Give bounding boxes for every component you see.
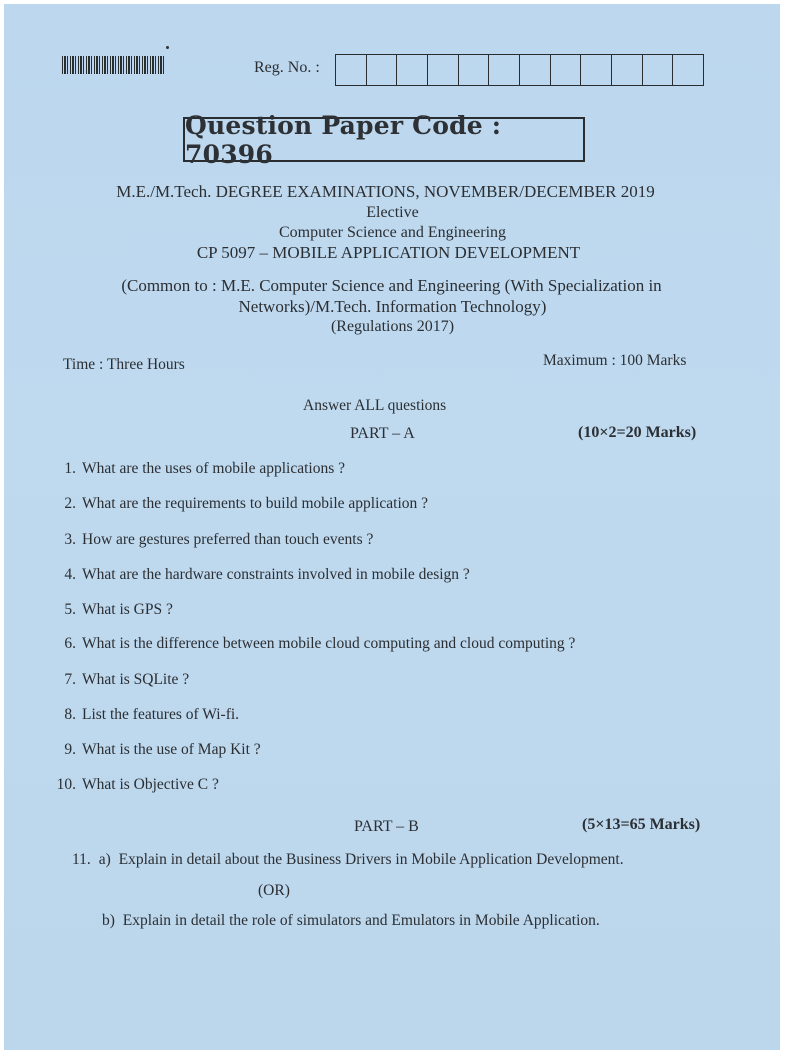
question-text: What is the use of Map Kit ? — [82, 741, 261, 758]
part-a-marks: (10×2=20 Marks) — [578, 424, 697, 441]
part-b-marks: (5×13=65 Marks) — [582, 816, 701, 833]
question-text: Explain in detail about the Business Drivers in Mobile Application Development. — [118, 851, 624, 868]
common-to-line-1: (Common to : M.E. Computer Science and Engineering (With Specialization in — [121, 276, 662, 295]
question-1 — [54, 460, 345, 478]
question-text: What are the uses of mobile applications ? — [82, 460, 345, 477]
reg-no-cell[interactable] — [336, 55, 367, 85]
question-number: 2. — [64, 495, 76, 512]
reg-no-cell[interactable] — [520, 55, 551, 85]
question-number: 10. — [56, 776, 76, 793]
question-10 — [48, 776, 219, 794]
reg-no-cell[interactable] — [673, 55, 703, 85]
reg-no-cell[interactable] — [397, 55, 428, 85]
question-4 — [54, 566, 470, 584]
option-label-b: b) — [102, 912, 115, 929]
exam-category: Elective — [366, 204, 419, 221]
question-text: What is the difference between mobile cloud computing and cloud computing ? — [82, 635, 576, 652]
question-7 — [54, 671, 189, 689]
question-number: 3. — [64, 531, 76, 548]
question-2 — [54, 495, 428, 513]
question-text: Explain in detail the role of simulators and Emulators in Mobile Application. — [122, 912, 600, 929]
question-9 — [54, 741, 261, 759]
question-number: 1. — [64, 460, 76, 477]
reg-no-cell[interactable] — [428, 55, 459, 85]
question-text: How are gestures preferred than touch events ? — [82, 531, 374, 548]
question-5 — [54, 601, 173, 619]
reg-no-cell[interactable] — [581, 55, 612, 85]
reg-no-cell[interactable] — [367, 55, 398, 85]
regulations: (Regulations 2017) — [330, 318, 455, 335]
part-b-title: PART – B — [354, 818, 419, 835]
exam-department: Computer Science and Engineering — [278, 224, 507, 241]
barcode-icon — [62, 56, 164, 74]
question-number: 7. — [64, 671, 76, 688]
common-to-line-2: Networks)/M.Tech. Information Technology) — [238, 297, 547, 316]
question-number: 5. — [64, 601, 76, 618]
reg-no-cell[interactable] — [459, 55, 490, 85]
question-paper-code — [183, 110, 585, 169]
speck-mark — [166, 46, 169, 49]
question-text: What is GPS ? — [82, 601, 173, 618]
question-number: 11. — [72, 851, 91, 868]
question-11b — [102, 912, 600, 930]
question-3 — [54, 531, 373, 549]
reg-no-label: Reg. No. : — [254, 59, 320, 76]
reg-no-cell[interactable] — [489, 55, 520, 85]
question-number: 9. — [64, 741, 76, 758]
question-number: 6. — [64, 635, 76, 652]
option-label-a: a) — [98, 851, 111, 868]
exam-duration: Time : Three Hours — [63, 356, 185, 373]
reg-no-boxes[interactable] — [335, 54, 704, 86]
question-11a — [72, 851, 624, 869]
question-number: 4. — [64, 566, 76, 583]
question-text: List the features of Wi-fi. — [82, 706, 240, 723]
exam-subject: CP 5097 – MOBILE APPLICATION DEVELOPMENT — [196, 243, 581, 262]
question-text: What is SQLite ? — [82, 671, 190, 688]
question-number: 8. — [64, 706, 76, 723]
maximum-marks: Maximum : 100 Marks — [543, 352, 687, 369]
question-text: What is Objective C ? — [82, 776, 219, 793]
question-text: What are the requirements to build mobile application ? — [82, 495, 429, 512]
reg-no-cell[interactable] — [612, 55, 643, 85]
instruction: Answer ALL questions — [303, 397, 447, 414]
exam-title: M.E./M.Tech. DEGREE EXAMINATIONS, NOVEMBER/DECEMBER 2019 — [116, 182, 655, 201]
part-a-title: PART – A — [350, 425, 415, 442]
reg-no-cell[interactable] — [643, 55, 674, 85]
question-text: What are the hardware constraints involved in mobile design ? — [82, 566, 470, 583]
reg-no-cell[interactable] — [551, 55, 582, 85]
question-8 — [54, 706, 239, 724]
question-paper-code-text: Question Paper Code : 70396 — [185, 110, 502, 169]
question-6 — [54, 635, 575, 653]
or-separator: (OR) — [258, 882, 290, 899]
